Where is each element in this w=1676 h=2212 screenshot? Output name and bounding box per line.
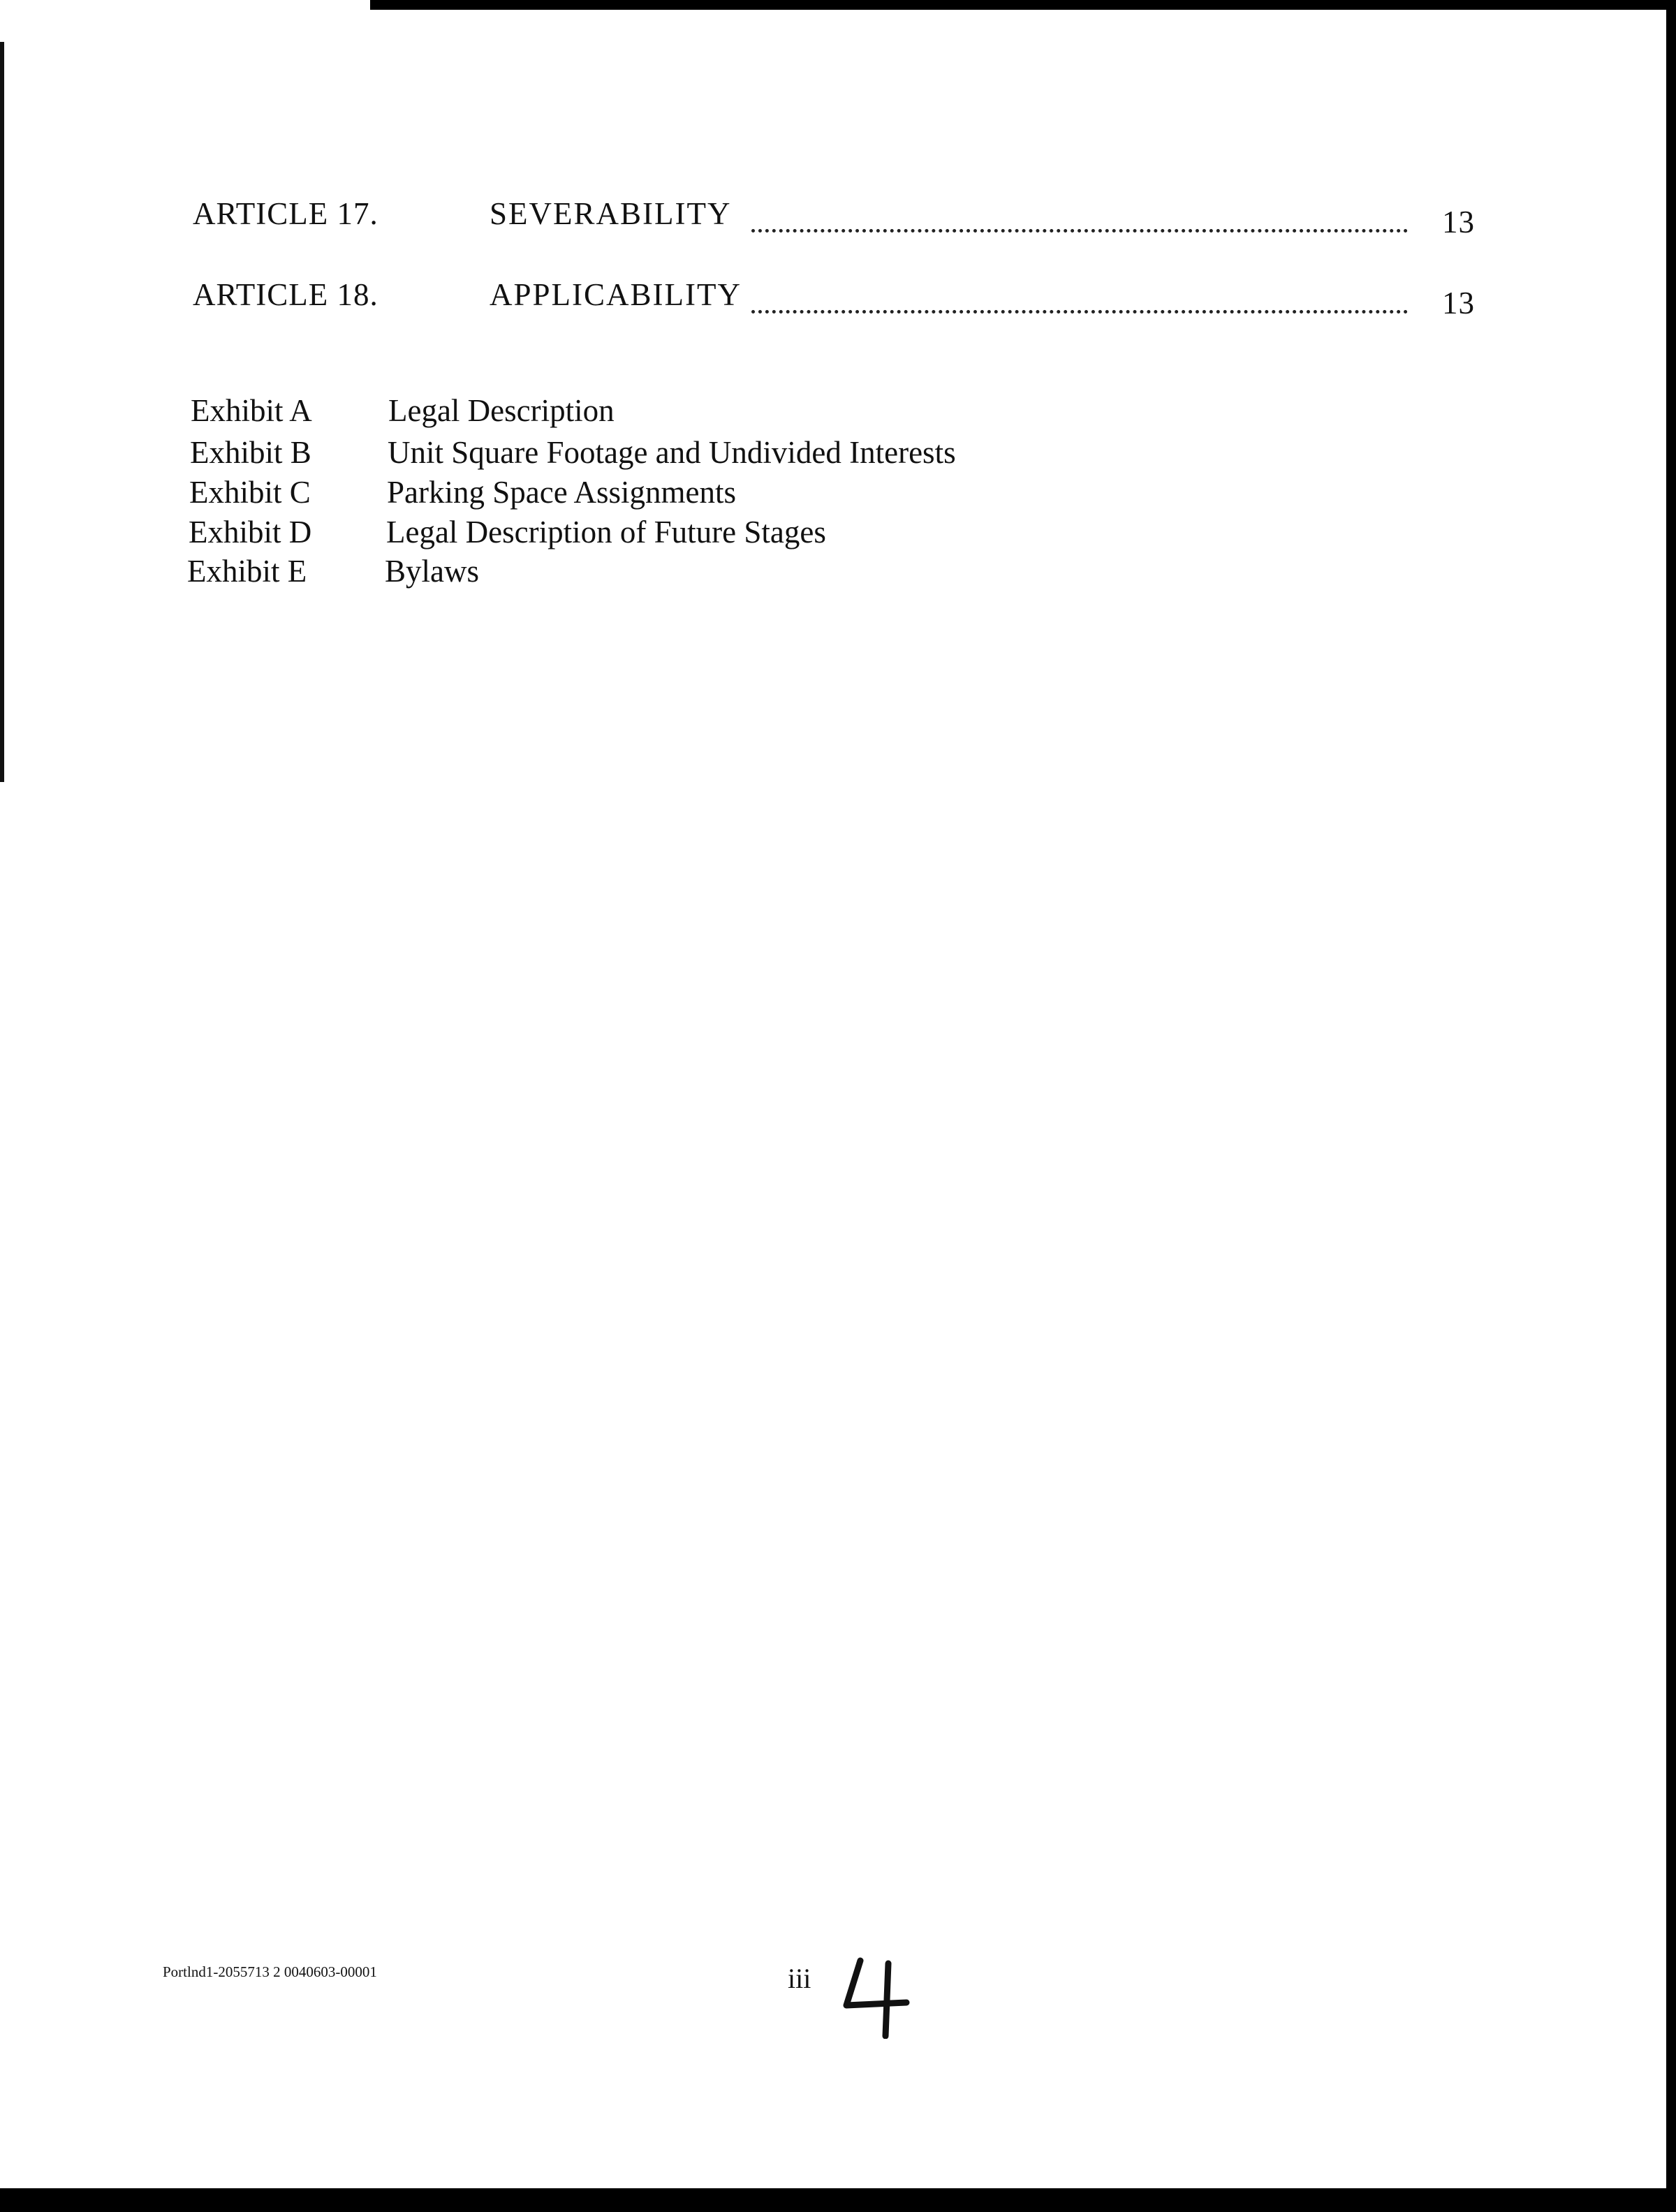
- scan-edge-left: [0, 42, 4, 782]
- toc-dot-leader: [751, 304, 1408, 314]
- exhibit-label: Exhibit A: [191, 393, 312, 428]
- exhibit-description: Legal Description of Future Stages: [386, 515, 826, 550]
- toc-row-article-17: [193, 196, 1475, 237]
- document-id-footer: Portlnd1-2055713 2 0040603-00001: [163, 1963, 377, 1980]
- page-number: iii: [788, 1963, 811, 1994]
- scan-border-top: [370, 0, 1676, 10]
- handwritten-page-mark: [838, 1955, 915, 2039]
- scan-border-bottom: [0, 2188, 1676, 2212]
- exhibit-label: Exhibit C: [189, 475, 311, 510]
- toc-page-number: 13: [1442, 286, 1475, 320]
- scan-border-right: [1666, 0, 1676, 2212]
- toc-article-number: ARTICLE 18.: [193, 277, 378, 312]
- exhibit-label: Exhibit B: [190, 435, 311, 470]
- exhibit-description: Unit Square Footage and Undivided Interests: [388, 435, 956, 470]
- toc-article-title: SEVERABILITY: [490, 196, 732, 231]
- exhibit-description: Bylaws: [385, 554, 479, 589]
- exhibit-description: Parking Space Assignments: [387, 475, 736, 510]
- toc-row-article-18: [193, 276, 1475, 318]
- exhibit-label: Exhibit E: [187, 554, 307, 589]
- toc-page-number: 13: [1442, 205, 1475, 239]
- exhibit-label: Exhibit D: [189, 515, 312, 550]
- toc-article-number: ARTICLE 17.: [193, 196, 378, 231]
- exhibit-description: Legal Description: [388, 393, 615, 428]
- toc-dot-leader: [751, 223, 1408, 233]
- toc-article-title: APPLICABILITY: [490, 277, 742, 312]
